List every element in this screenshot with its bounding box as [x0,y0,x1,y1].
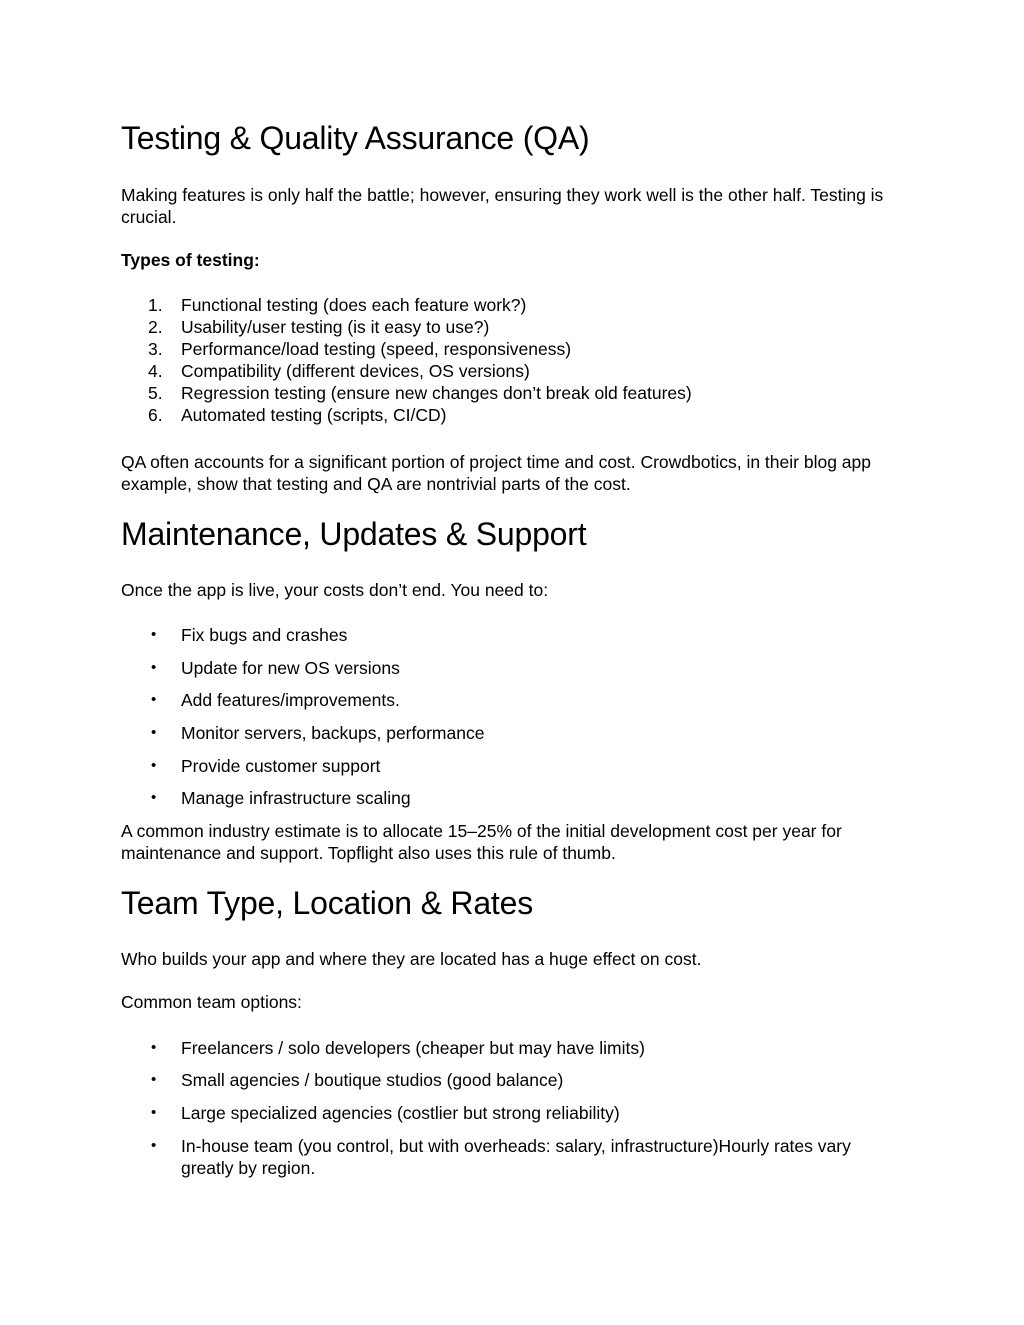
list-item-text: Functional testing (does each feature work?) [181,295,527,315]
list-item-text: Usability/user testing (is it easy to use?) [181,317,490,337]
list-item-text: Automated testing (scripts, CI/CD) [181,405,447,425]
list-number: 5. [148,383,163,403]
section-heading-team-type: Team Type, Location & Rates [121,885,534,921]
list-item-text: Update for new OS versions [181,658,400,678]
bullet-icon: • [151,724,157,741]
team-options-label: Common team options: [121,992,302,1012]
bullet-icon: • [151,659,157,676]
list-item-text: In-house team (you control, but with overheads: salary, infrastructure)Hourly rates vary greatly by region. [181,1136,851,1178]
bullet-icon: • [151,757,157,774]
testing-intro-paragraph: Making features is only half the battle; however, ensuring they work well is the other half. Testing is crucial. [121,185,884,227]
bullet-icon: • [151,789,157,806]
list-item-text: Add features/improvements. [181,690,400,710]
bullet-icon: • [151,1104,157,1121]
bullet-icon: • [151,1137,157,1154]
team-intro-paragraph: Who builds your app and where they are located has a huge effect on cost. [121,949,702,969]
list-number: 4. [148,361,163,381]
section-heading-maintenance: Maintenance, Updates & Support [121,516,587,552]
maintenance-intro-paragraph: Once the app is live, your costs don’t end. You need to: [121,580,549,600]
list-item-text: Regression testing (ensure new changes don’t break old features) [181,383,692,403]
list-item-text: Compatibility (different devices, OS versions) [181,361,530,381]
list-item-text: Small agencies / boutique studios (good balance) [181,1070,564,1090]
types-of-testing-label: Types of testing: [121,250,260,270]
list-item-text: Fix bugs and crashes [181,625,348,645]
bullet-icon: • [151,626,157,643]
list-item-text: Manage infrastructure scaling [181,788,411,808]
list-item-text: Performance/load testing (speed, responsiveness) [181,339,572,359]
qa-cost-paragraph: QA often accounts for a significant portion of project time and cost. Crowdbotics, in their blog app example, show that testing and QA are nontrivial parts of the cost. [121,452,871,494]
bullet-icon: • [151,691,157,708]
bullet-icon: • [151,1071,157,1088]
bullet-icon: • [151,1039,157,1056]
maintenance-estimate-paragraph: A common industry estimate is to allocate 15–25% of the initial development cost per year for maintenance and support. Topflight also uses this rule of thumb. [121,821,842,863]
list-item-text: Large specialized agencies (costlier but strong reliability) [181,1103,620,1123]
list-number: 2. [148,317,163,337]
list-item-text: Monitor servers, backups, performance [181,723,485,743]
list-item-text: Freelancers / solo developers (cheaper but may have limits) [181,1038,645,1058]
list-number: 3. [148,339,163,359]
section-heading-testing-qa: Testing & Quality Assurance (QA) [121,120,590,156]
list-item-text: Provide customer support [181,756,381,776]
list-number: 6. [148,405,163,425]
list-number: 1. [148,295,163,315]
